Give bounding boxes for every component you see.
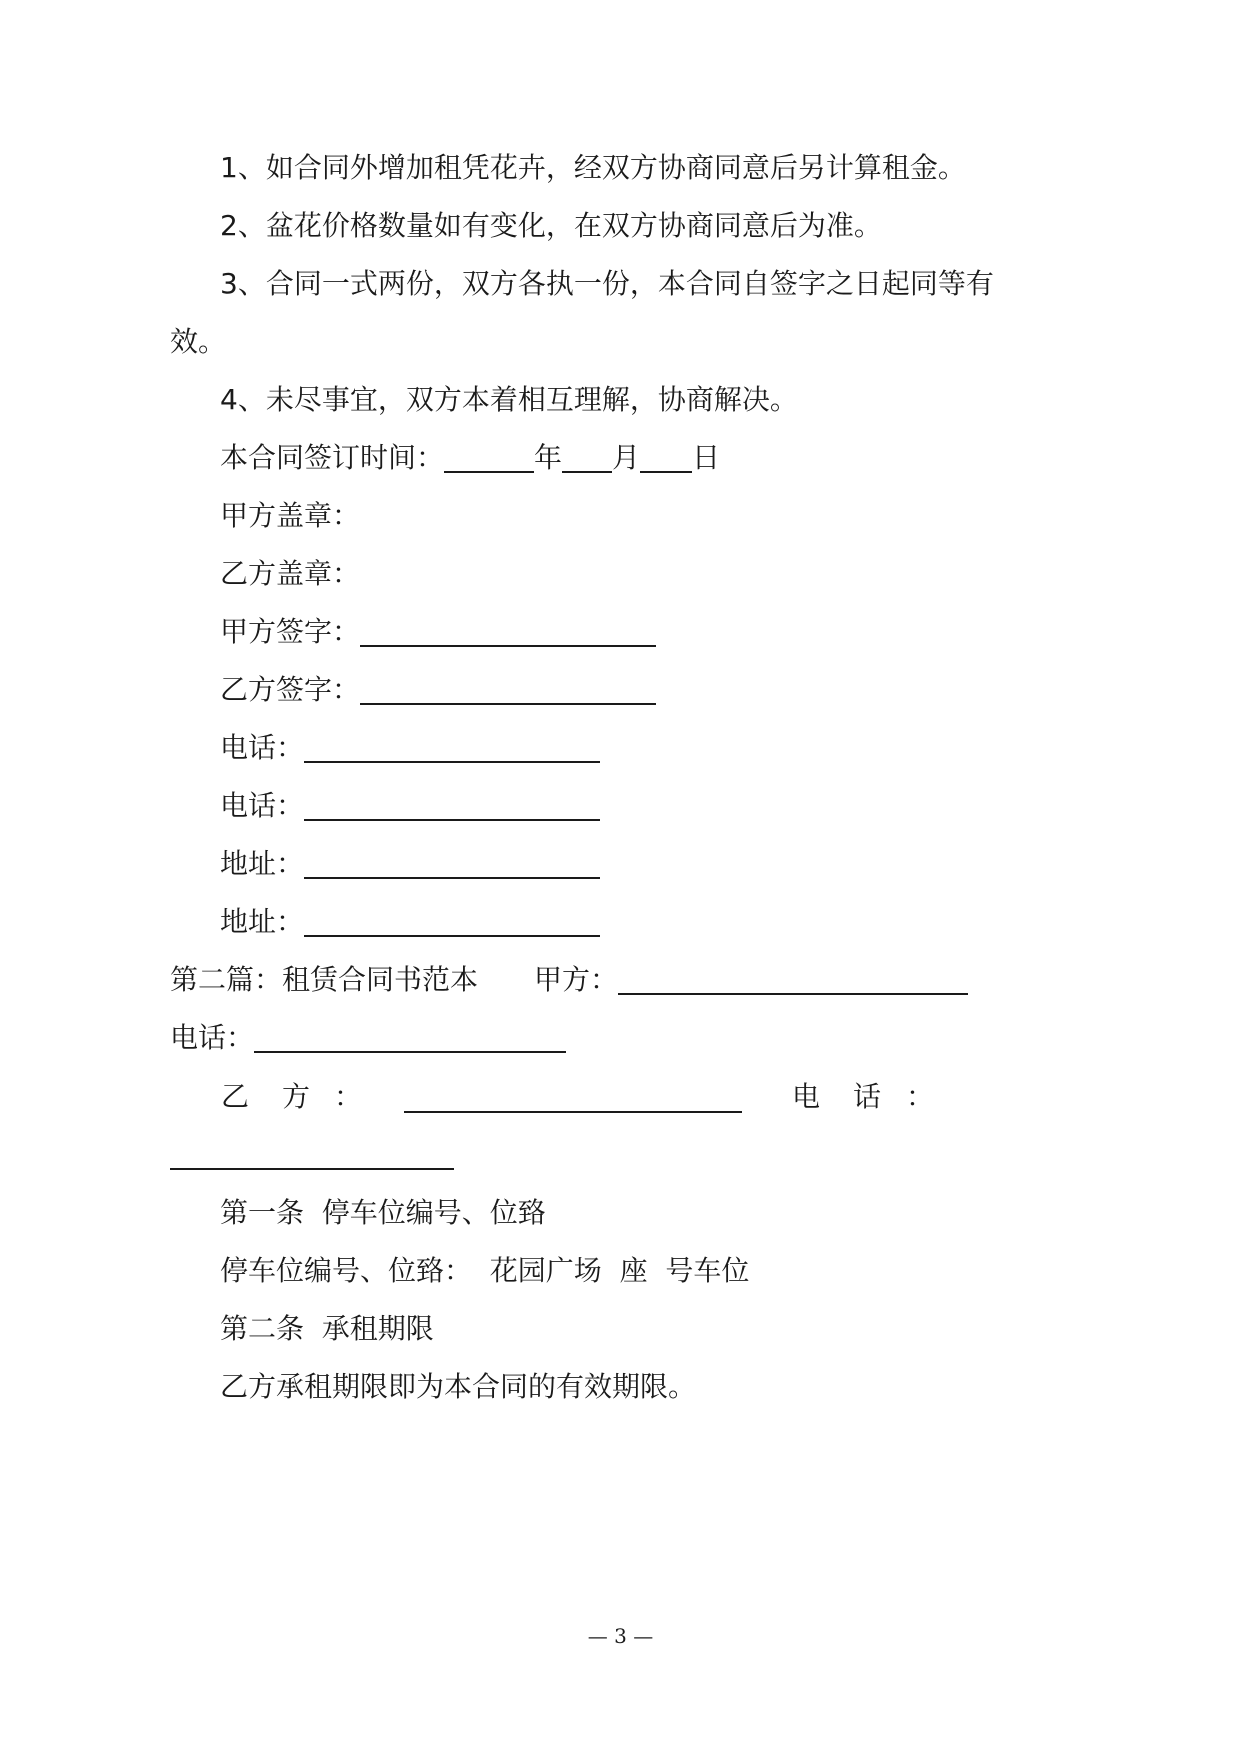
phone-a-blank — [254, 1023, 566, 1053]
party-a-label: 甲方： — [534, 963, 619, 996]
phone-2-label: 电话： — [220, 789, 305, 822]
phone-b-char-2: 话 — [853, 1080, 882, 1113]
phone-b-char-1: 电 — [792, 1080, 821, 1113]
article-1-title: 第一条 停车位编号、位臵 — [220, 1196, 546, 1229]
sign-a-label: 甲方签字： — [220, 615, 361, 648]
article-1-body: 停车位编号、位臵： 花园广场 座 号车位 — [220, 1254, 750, 1287]
address-2-label: 地址： — [220, 905, 305, 938]
day-blank — [640, 443, 692, 473]
article-2-title: 第二条 承租期限 — [220, 1312, 434, 1345]
term-1: 1、如合同外增加租凭花卉，经双方协商同意后另计算租金。 — [220, 151, 966, 184]
phone-2-blank — [304, 791, 600, 821]
seal-b-label: 乙方盖章： — [220, 557, 361, 590]
month-label: 月 — [612, 441, 641, 474]
phone-1-blank — [304, 733, 600, 763]
year-blank — [444, 443, 534, 473]
phone-b-blank-line — [170, 1135, 454, 1175]
term-3-continuation: 效。 — [170, 325, 227, 358]
sign-a-blank — [360, 617, 656, 647]
party-b-line — [0, 1077, 1241, 1117]
phone-a-label: 电话： — [170, 1021, 255, 1054]
address-1-blank — [304, 849, 600, 879]
seal-a-label: 甲方盖章： — [220, 499, 361, 532]
phone-b-blank — [170, 1140, 454, 1170]
section2-heading: 第二篇：租赁合同书范本 — [170, 963, 479, 996]
party-b-char-1: 乙 — [221, 1080, 250, 1113]
month-blank — [562, 443, 612, 473]
party-b-char-2: 方 — [282, 1080, 311, 1113]
page-number: — 3 — — [587, 1624, 654, 1648]
party-a-blank — [618, 965, 968, 995]
phone-a-line — [170, 1018, 566, 1058]
sign-b-line — [220, 670, 656, 710]
article-2-body: 乙方承租期限即为本合同的有效期限。 — [220, 1370, 697, 1403]
party-b-char-3: ： — [334, 1080, 363, 1113]
phone-2-line — [220, 786, 600, 826]
term-2: 2、盆花价格数量如有变化，在双方协商同意后为准。 — [220, 209, 882, 242]
phone-b-char-3: ： — [906, 1080, 935, 1113]
sign-a-line — [220, 612, 656, 652]
term-4: 4、未尽事宜，双方本着相互理解，协商解决。 — [220, 383, 798, 416]
address-2-blank — [304, 907, 600, 937]
address-2-line — [220, 902, 600, 942]
party-b-blank — [404, 1083, 742, 1113]
address-1-line — [220, 844, 600, 884]
sign-b-label: 乙方签字： — [220, 673, 361, 706]
section2-heading-line — [170, 960, 968, 1000]
day-label: 日 — [692, 441, 721, 474]
phone-1-line — [220, 728, 600, 768]
phone-1-label: 电话： — [220, 731, 305, 764]
address-1-label: 地址： — [220, 847, 305, 880]
sign-date-line — [220, 438, 720, 478]
year-label: 年 — [534, 441, 563, 474]
sign-b-blank — [360, 675, 656, 705]
sign-date-label: 本合同签订时间： — [220, 441, 445, 474]
term-3: 3、合同一式两份，双方各执一份，本合同自签字之日起同等有 — [220, 267, 994, 300]
